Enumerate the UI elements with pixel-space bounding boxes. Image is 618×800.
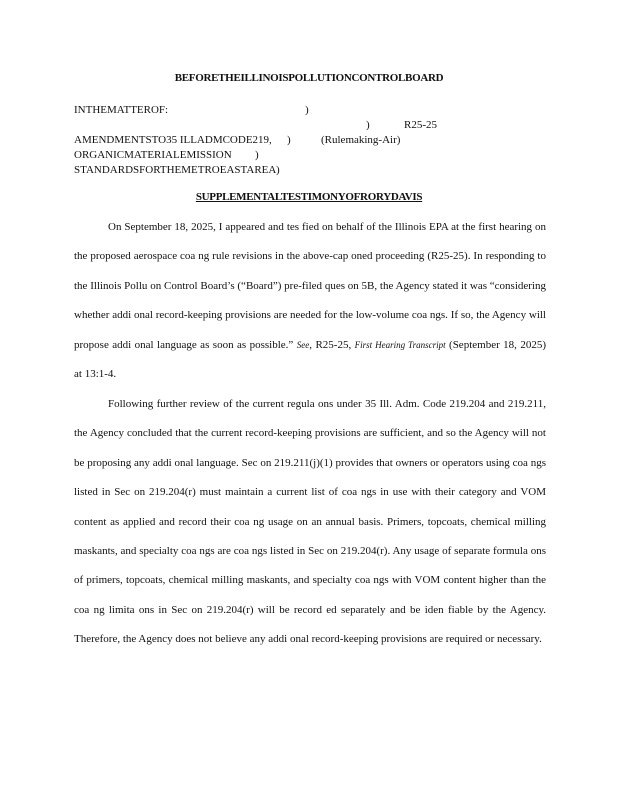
paragraph-1 <box>74 213 546 389</box>
testimony-heading: SUPPLEMENTALTESTIMONYOFRORYDAVIS <box>195 191 423 203</box>
paragraph-1-text: On September 18, 2025, I appeared and tes fied on behalf of the Illinois EPA at the first hearing on the proposed aerospace coa ng rule revisions in the above-cap oned proceeding (R25-25). In responding to the Illinois Pollu on Control Board’s (“Board”) pre-filed ques on 5B, the Agency stated it was “considering whether addi onal record-keeping provisions are needed for the low-volume coa ngs. If so, the Agency will propose addi onal language as soon as possible.” <box>74 221 546 351</box>
docket-citation: , R25-25, <box>309 338 352 351</box>
caption-in-the-matter: INTHEMATTEROF: <box>74 104 169 116</box>
paragraph-2 <box>74 390 546 655</box>
docket-number: R25-25 <box>404 119 437 131</box>
caption-paren-1: ) <box>305 104 309 116</box>
see-citation: See <box>296 339 310 350</box>
caption-paren-4: ) <box>255 149 259 161</box>
caption-paren-5: ) <box>276 164 280 176</box>
caption-paren-3: ) <box>287 134 291 146</box>
caption-line-1: AMENDMENTSTO35 ILLADMCODE219, <box>74 134 272 146</box>
paragraph-2-text: Following further review of the current regula ons under 35 Ill. Adm. Code 219.204 and 219.211, the Agency concluded that the current record-keeping provisions are sufficient, and so the Agency will not be proposing any addi onal language. Sec on 219.211(j)(1) provides that owners or operators using coa ngs listed in Sec on 219.204(r) must maintain a current list of coa ngs in use with their category and VOM content as applied and record their coa ng usage on an annual basis. Primers, topcoats, chemical milling maskants, and specialty coa ngs are coa ngs listed in Sec on 219.204(r). Any usage of separate formula ons of primers, topcoats, chemical milling maskants, and specialty coa ngs with VOM content higher than the coa ng limita ons in Sec on 219.204(r) will be record ed separately and be iden fiable by the Agency. Therefore, the Agency does not believe any addi onal record-keeping provisions are required or necessary. <box>74 398 546 646</box>
document-title: BEFORETHEILLINOISPOLLUTIONCONTROLBOARD <box>174 72 444 84</box>
transcript-title: First Hearing Transcript <box>354 339 446 350</box>
transcript-citation: (September 18, 2025) at 13:1-4. <box>74 338 547 381</box>
rulemaking-type: (Rulemaking-Air) <box>321 134 401 146</box>
caption-line-2: ORGANICMATERIALEMISSION <box>74 149 232 161</box>
caption-paren-2: ) <box>366 119 370 131</box>
caption-line-3: STANDARDSFORTHEMETROEASTAREA <box>74 164 277 176</box>
